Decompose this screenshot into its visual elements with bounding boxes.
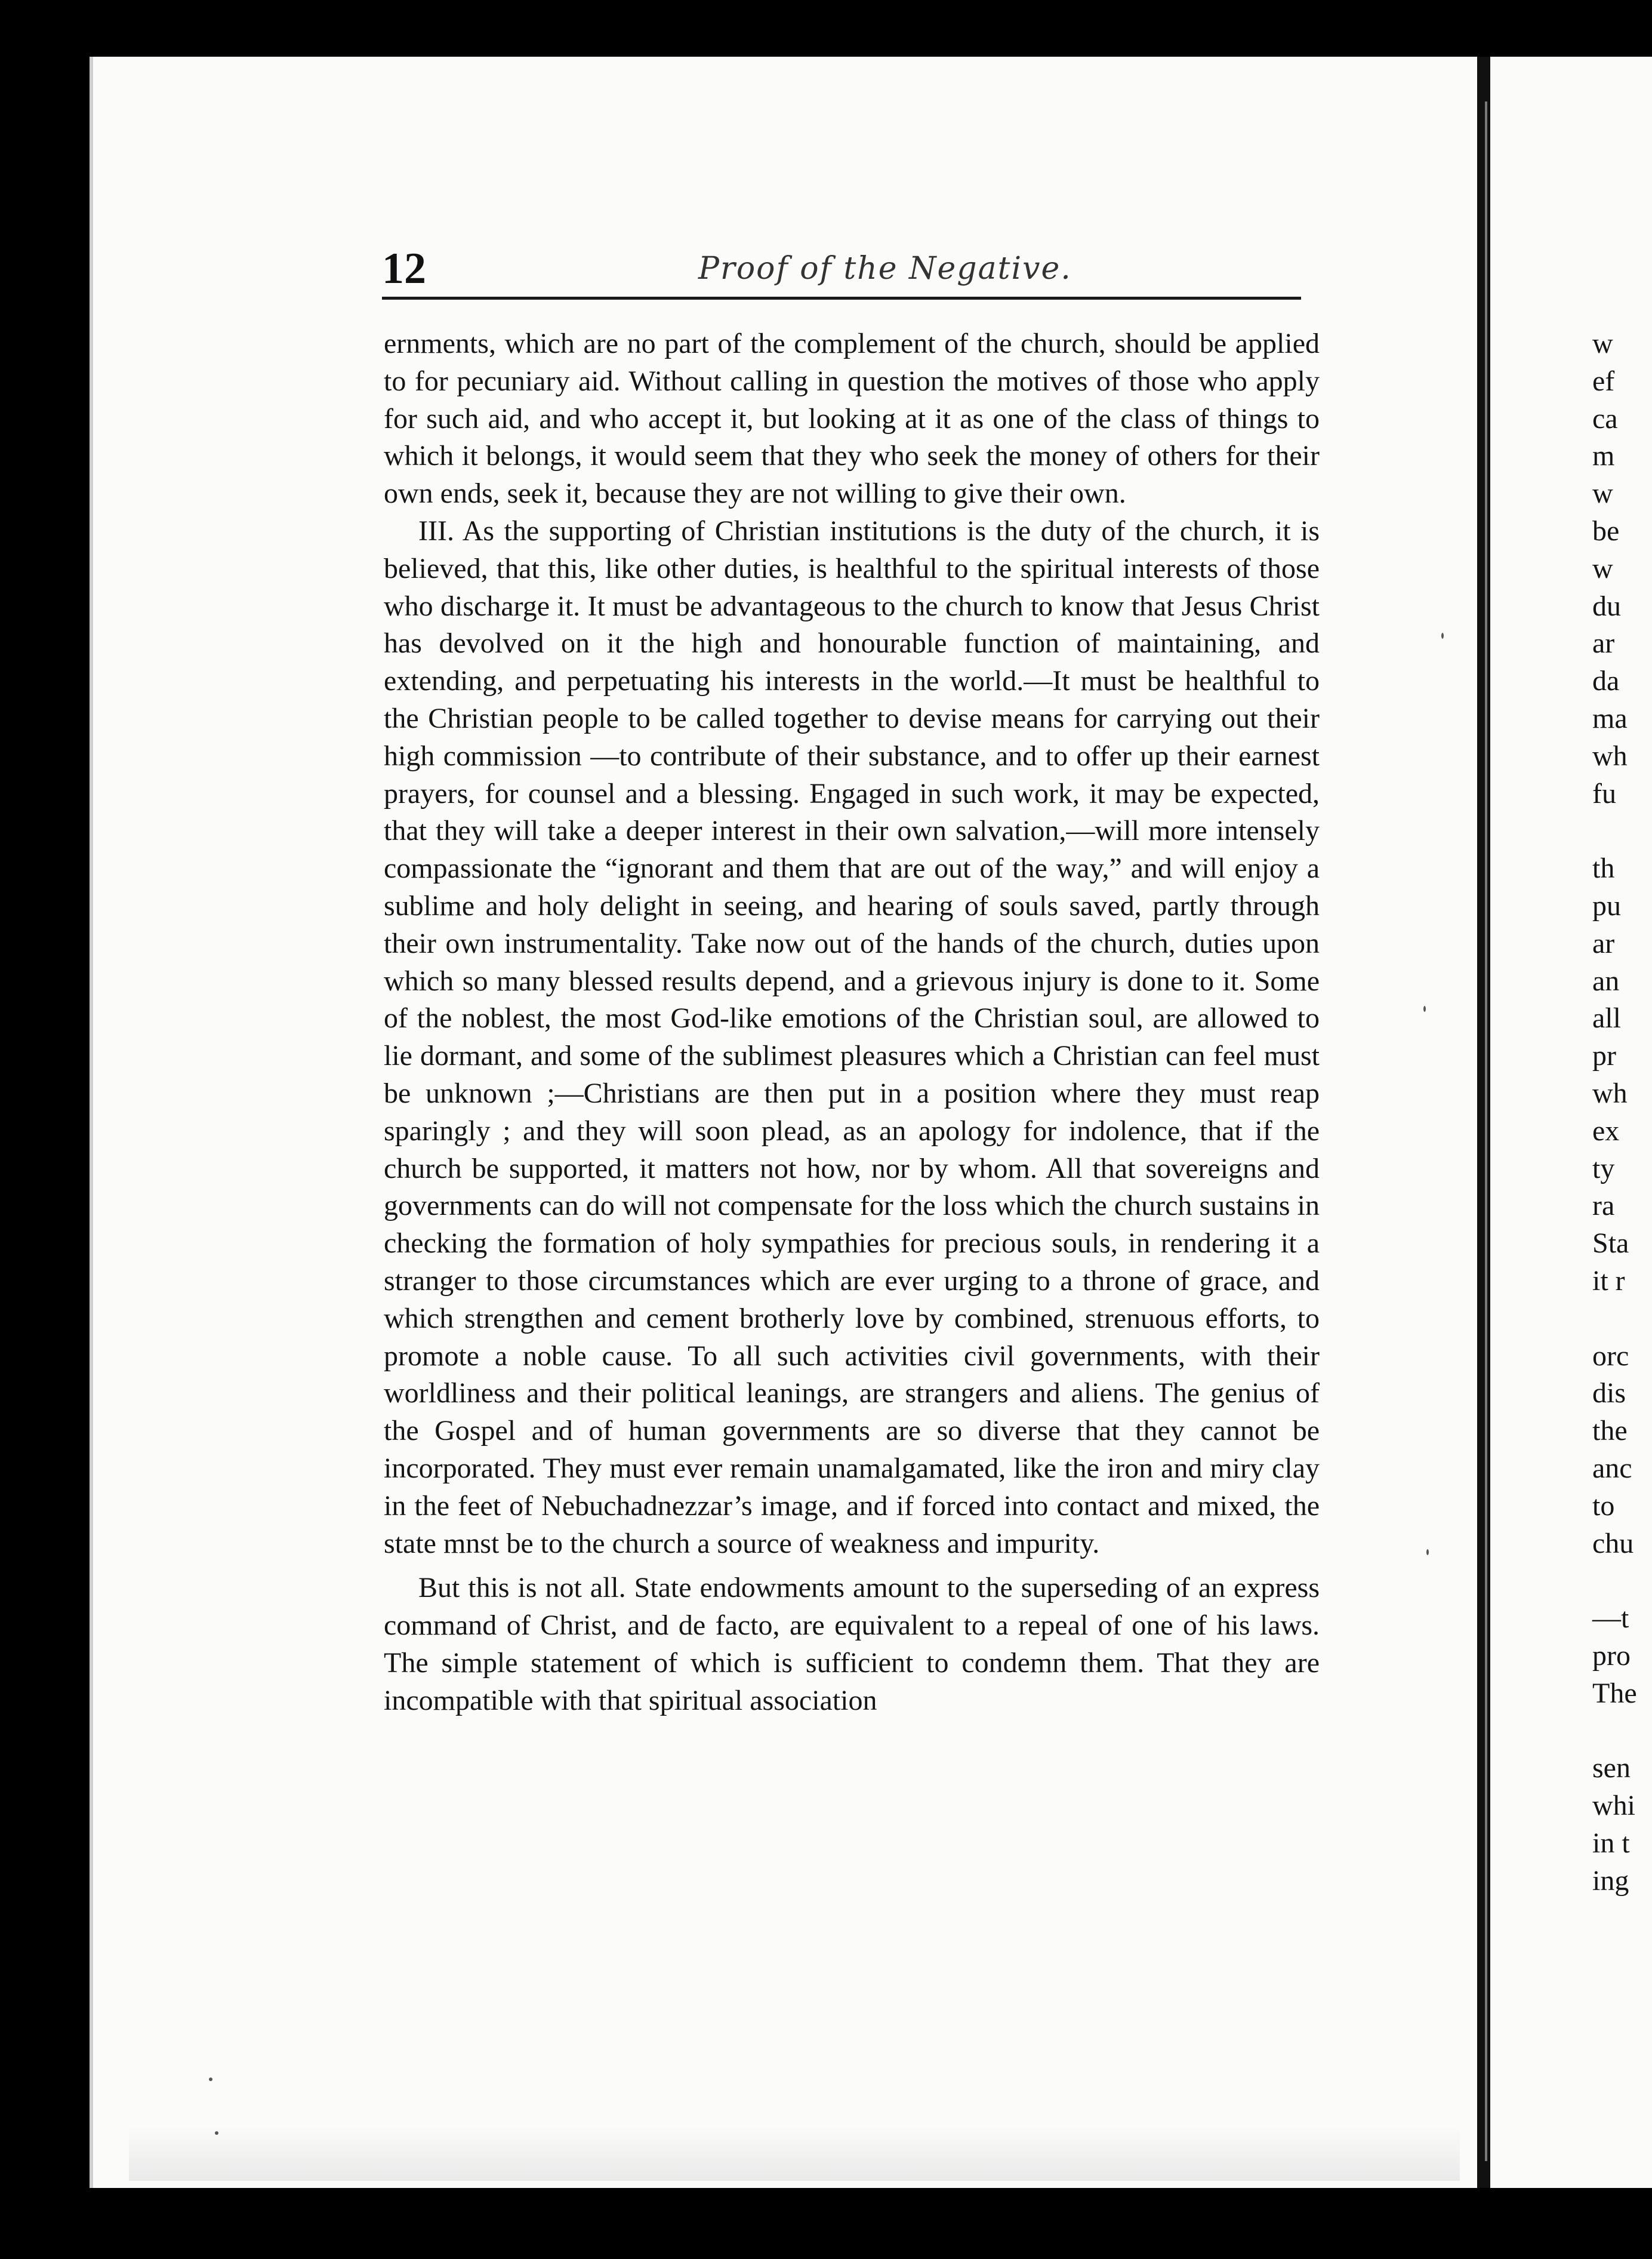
- paragraph-1: ernments, which are no part of the complement of the church, should be applied to for pecuniary aid. Without calling in question the motives of those who apply for such aid, and who accept it, but looking at it as one of the class of things to which it belongs, it would seem that they who seek the money of others for their own ends, seek it, because they are not willing to give their own.: [384, 328, 1320, 510]
- gutter-shadow-line: [1485, 101, 1487, 2161]
- paragraph-3: But this is not all. State endowments amount to the superseding of an express command of Christ, and de facto, are equivalent to a repeal of one of his laws. The simple statement of which is sufficient to condemn them. That they are incompatible with that spiritual association: [384, 1572, 1320, 1716]
- paragraph-2: III. As the supporting of Christian institutions is the duty of the church, it is believed, that this, like other duties, is healthful to the spiritual interests of those who discharge it. It must be advantageous to the church to know that Jesus Christ has devolved on it the high and honourable function of maintaining, and extending, and perpetuating his interests in the world.—It must be healthful to the Christian people to be called together to devise means for carrying out their high commission —to contribute of their substance, and to offer up their earnest prayers, for counsel and a blessing. Engaged in such work, it may be expected, that they will take a deeper interest in their own salvation,—will more intensely compassionate the “ignorant and them that are out of the way,” and will enjoy a sublime and holy delight in seeing, and hearing of souls saved, partly through their own instrumentality. Take now out of the hands of the church, duties upon which so many blessed results depend, and a grievous injury is done to it. Some of the noblest, the most God-like emotions of the Christian soul, are allowed to lie dormant, and some of the sublimest pleasures which a Christian can feel must be unknown ;—Christians are then put in a position where they must reap sparingly ; and they will soon plead, as an apology for indolence, that if the church be supported, it matters not how, nor by whom. All that sovereigns and governments can do will not compensate for the loss which the church sustains in checking the formation of holy sympathies for precious souls, in rendering it a stranger to those circumstances which are ever urging to a throne of grace, and which strengthen and cement brotherly love by combined, strenuous efforts, to promote a noble cause. To all such activities civil governments, with their worldliness and their political leanings, are strangers and aliens. The genius of the Gospel and of human governments are so diverse that they cannot be incorporated. They must ever remain unamalgamated, like the iron and miry clay in the feet of Nebuchadnezzar’s image, and if forced into contact and mixed, the state mnst be to the church a source of weakness and impurity.: [384, 515, 1320, 1559]
- book-gutter: [1477, 57, 1490, 2188]
- scan-speck: [209, 2078, 212, 2081]
- scan-speck: [215, 2131, 218, 2135]
- page-number: 12: [382, 244, 426, 293]
- running-title: Proof of the Negative.: [698, 251, 1072, 287]
- header-rule: [382, 297, 1301, 300]
- scan-speck: [1423, 1006, 1426, 1012]
- running-head: [382, 244, 1301, 297]
- scan-speck: [1426, 1549, 1429, 1555]
- scan-speck: [1441, 633, 1444, 639]
- body-text: [384, 325, 1320, 1719]
- adjacent-page-text-fragments: w ef ca m w be w du ar da ma wh fu th pu ar an all pr wh ex ty ra Sta it r orc dis the anc to chu —t pro The sen whi in t ing: [1592, 328, 1637, 1897]
